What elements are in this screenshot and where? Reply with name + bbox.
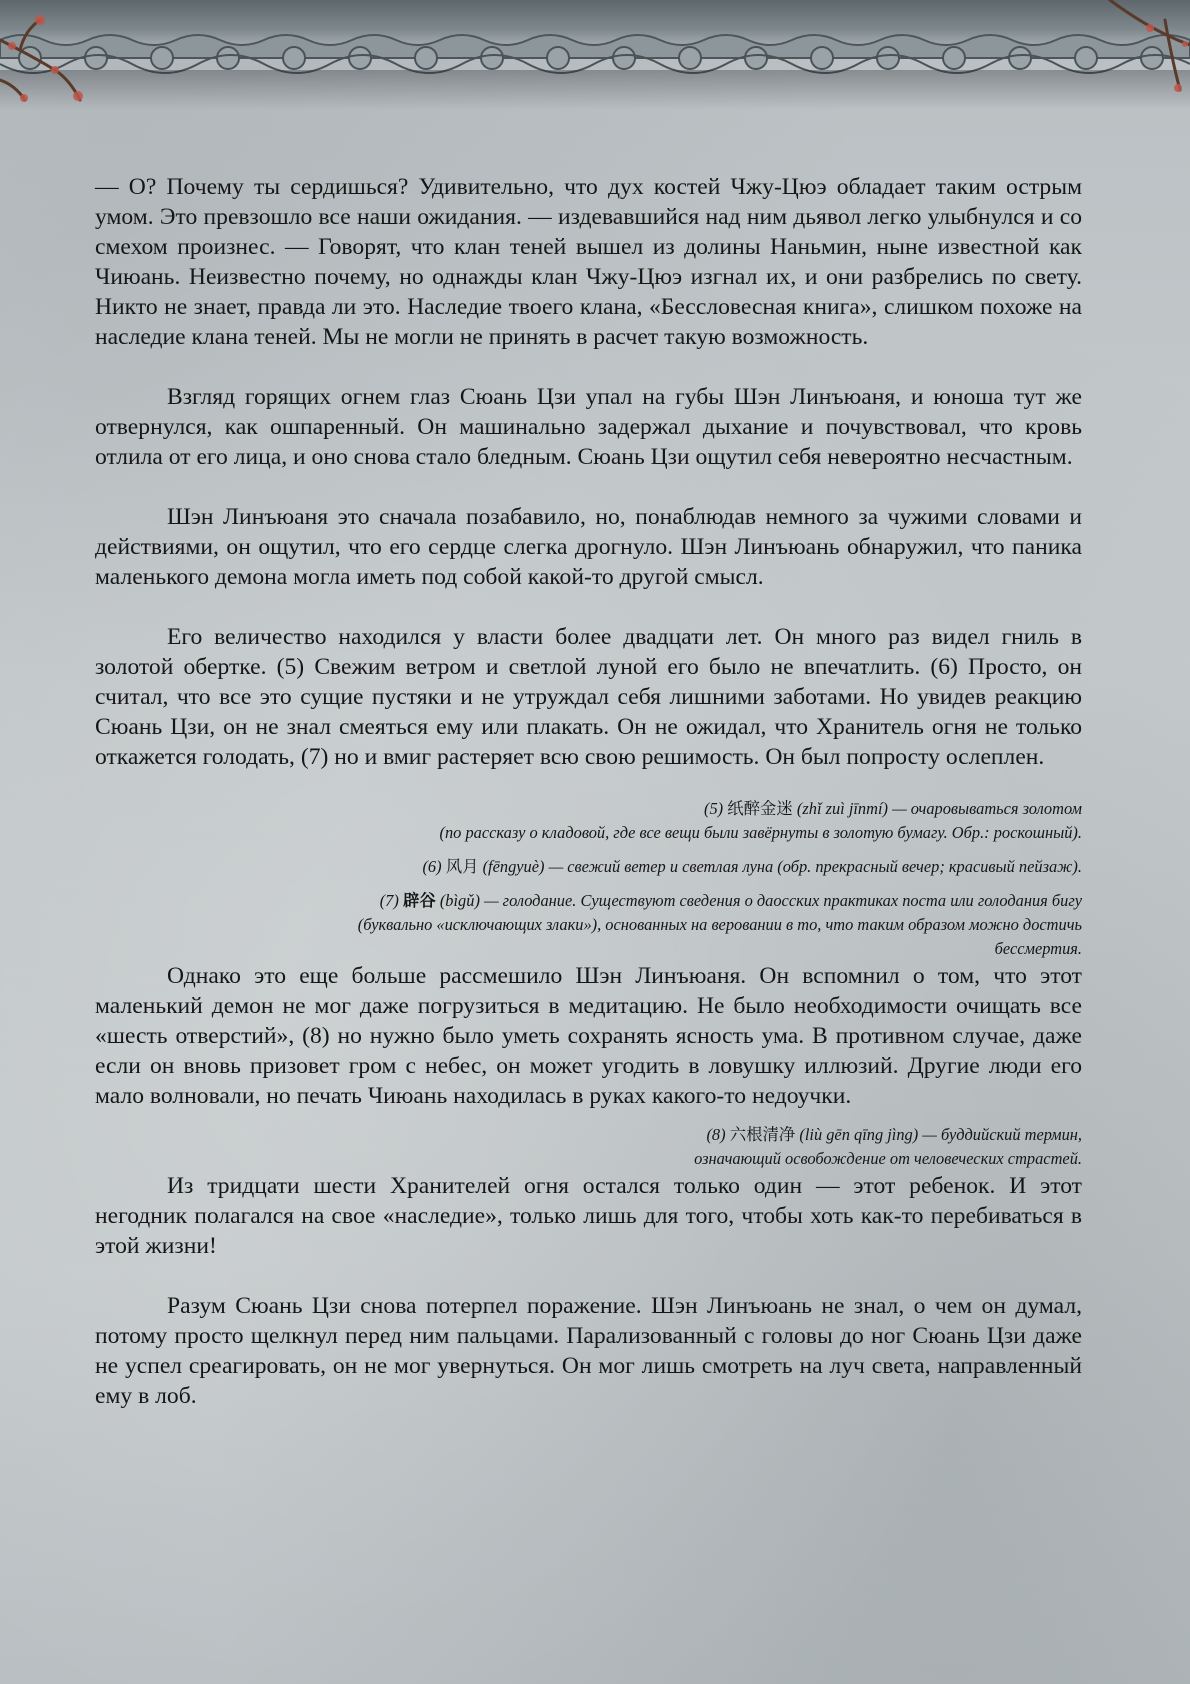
paragraph-6: Из тридцати шести Хранителей огня остался только один — этот ребенок. И этот негодник полагался на свое «наследие», только лишь для того, чтобы хоть как-то перебиваться в этой жизни! <box>95 1173 1082 1259</box>
paragraph-2: Взгляд горящих огнем глаз Сюань Цзи упал на губы Шэн Линъюаня, и юноша тут же отвернулся, как ошпаренный. Он машинально задержал дыхание и почувствовал, что кровь отлила от его лица, и оно снова стало бледным. Сюань Цзи ощутил себя невероятно несчастным. <box>95 384 1082 470</box>
footnote-6-term: 风月 <box>445 857 479 876</box>
footnote-7-line-1 <box>95 889 1082 913</box>
footnote-7-definition: (bìgǔ) — голодание. Существуют сведения о даосских практиках поста или голодания бигу <box>439 891 1082 910</box>
page-text <box>95 172 1082 1411</box>
footnote-6 <box>95 855 1082 879</box>
footnote-8-line-1 <box>95 1123 1082 1147</box>
footnote-5 <box>95 797 1082 845</box>
footnote-7 <box>95 889 1082 961</box>
paragraph-3: Шэн Линъюаня это сначала позабавило, но, понаблюдав немного за чужими словами и действиями, он ощутил, что его сердце слегка дрогнуло. Шэн Линъюань обнаружил, что паника маленького демона могла иметь под собой какой-то другой смысл. <box>95 504 1082 590</box>
footnote-5-number: (5) <box>704 799 724 818</box>
paragraph-4: Его величество находился у власти более двадцати лет. Он много раз видел гниль в золотой обертке. (5) Свежим ветром и светлой луной его было не впечатлить. (6) Просто, он считал, что все это сущие пустяки и не утруждал себя лишними заботами. Но увидев реакцию Сюань Цзи, он не знал смеяться ему или плакать. Он не ожидал, что Хранитель огня не только откажется голодать, (7) но и вмиг растеряет всю свою решимость. Он был попросту ослеплен. <box>95 624 1082 770</box>
roof-tiles-decoration <box>0 0 1190 110</box>
footnote-5-term: 纸醉金迷 <box>727 799 793 818</box>
paragraph-7: Разум Сюань Цзи снова потерпел поражение. Шэн Линъюань не знал, о чем он думал, потому просто щелкнул перед ним пальцами. Парализованный с головы до ног Сюань Цзи даже не успел среагировать, он не мог увернуться. Он мог лишь смотреть на луч света, направленный ему в лоб. <box>95 1293 1082 1409</box>
footnote-6-line-1 <box>95 855 1082 879</box>
footnote-8-definition: (liù gēn qīng jìng) — буддийский термин, <box>799 1125 1082 1144</box>
footnote-5-line-2: (по рассказу о кладовой, где все вещи были завёрнуты в золотую бумагу. Обр.: роскошный). <box>439 823 1082 842</box>
paragraph-1: — О? Почему ты сердишься? Удивительно, что дух костей Чжу-Цюэ обладает таким острым умом. Это превзошло все наши ожидания. — издевавшийся над ним дьявол легко улыбнулся и со смехом произнес. — Говорят, что клан теней вышел из долины Наньмин, ныне известной как Чиюань. Неизвестно почему, но однажды клан Чжу-Цюэ изгнал их, и они разбрелись по свету. Никто не знает, правда ли это. Наследие твоего клана, «Бессловесная книга», слишком похоже на наследие клана теней. Мы не могли не принять в расчет такую возможность. <box>95 174 1082 350</box>
footnote-6-number: (6) <box>422 857 442 876</box>
footnote-7-number: (7) <box>379 891 399 910</box>
paragraph-5: Однако это еще больше рассмешило Шэн Линъюаня. Он вспомнил о том, что этот маленький демон не мог даже погрузиться в медитацию. Не было необходимости очищать все «шесть отверстий», (8) но нужно было уметь сохранять ясность ума. В противном случае, даже если он вновь призовет гром с небес, он может угодить в ловушку иллюзий. Другие люди его мало волновали, но печать Чиюань находилась в руках какого-то недоучки. <box>95 963 1082 1109</box>
footnote-8 <box>95 1123 1082 1171</box>
footnote-6-definition: (fēngyuè) — свежий ветер и светлая луна (обр. прекрасный вечер; красивый пейзаж). <box>482 857 1082 876</box>
footnote-5-definition: (zhǐ zuì jīnmí) — очаровываться золотом <box>796 799 1082 818</box>
footnote-5-line-1 <box>95 797 1082 821</box>
footnote-8-term: 六根清净 <box>729 1125 796 1144</box>
footnote-8-number: (8) <box>706 1125 726 1144</box>
footnote-8-line-2: означающий освобождение от человеческих страстей. <box>694 1149 1082 1168</box>
footnote-7-term: 辟谷 <box>402 891 436 910</box>
footnote-7-line-3: бессмертия. <box>994 939 1082 958</box>
footnote-7-line-2: (буквально «исключающих злаки»), основанных на веровании в то, что таким образом можно достичь <box>357 915 1082 934</box>
